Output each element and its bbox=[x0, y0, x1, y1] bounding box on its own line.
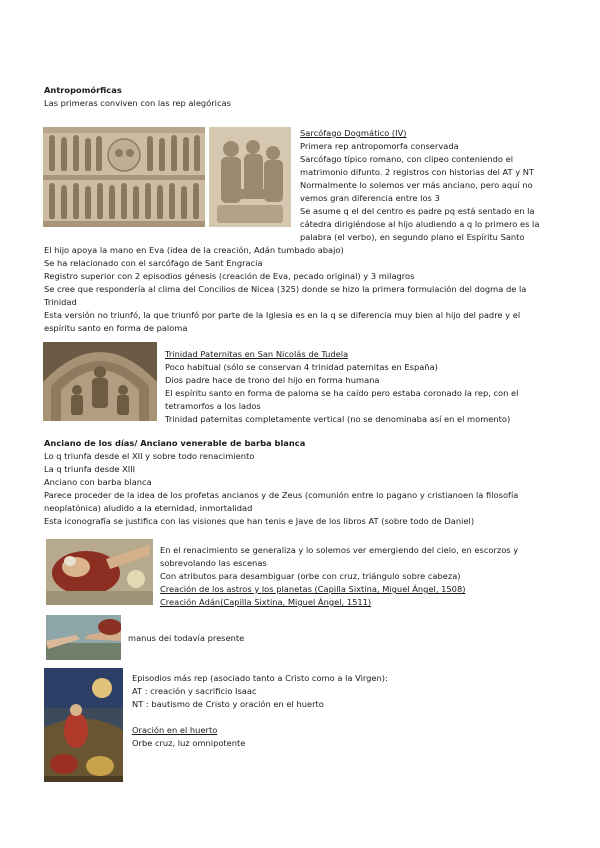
sarcofago-detail-image bbox=[209, 127, 291, 227]
trinidad-line: Trinidad paternitas completamente vertical (no se denominaba así en el momento) bbox=[165, 414, 511, 424]
section-heading-antropomorficas: Antropomórficas bbox=[44, 85, 122, 95]
body-line: neoplatónica) aludido a la eternidad, inmortalidad bbox=[44, 503, 253, 513]
body-line: Trinidad bbox=[44, 297, 77, 307]
episodios-line: NT : bautismo de Cristo y oración en el huerto bbox=[132, 699, 324, 709]
trinidad-line: Dios padre hace de trono del hijo en forma humana bbox=[165, 375, 380, 385]
trinidad-line: Poco habitual (sólo se conservan 4 trinidad paternitas en España) bbox=[165, 362, 438, 372]
creacion-adan-link[interactable]: Creación Adán(Capilla Sixtina, Miguel Ángel, 1511) bbox=[160, 597, 372, 607]
body-line: Se ha relacionado con el sarcófago de Sant Engracia bbox=[44, 258, 263, 268]
sarcofago-line: Normalmente lo solemos ver más anciano, pero aquí no bbox=[300, 180, 533, 190]
manus-dei-text: manus dei todavía presente bbox=[128, 633, 245, 643]
body-line: Anciano con barba blanca bbox=[44, 477, 152, 487]
oracion-huerto-link[interactable]: Oración en el huerto bbox=[132, 725, 218, 735]
episodios-line: AT : creación y sacrificio Isaac bbox=[132, 686, 257, 696]
renacimiento-line: En el renacimiento se generaliza y lo solemos ver emergiendo del cielo, en escorzos y bbox=[160, 545, 519, 555]
creacion-astros-image bbox=[46, 539, 153, 605]
sarcofago-line: vemos gran diferencia entre los 3 bbox=[300, 193, 440, 203]
sarcofago-line: cátedra dirigiéndose al hijo aludiendo a q lo primero es la bbox=[300, 219, 540, 229]
trinidad-line: tetramorfos a los lados bbox=[165, 401, 261, 411]
body-line: Parece proceder de la idea de los profetas ancianos y de Zeus (comunión entre lo pagano y cristianoen la filosofía bbox=[44, 490, 519, 500]
sarcofago-title-link[interactable]: Sarcófago Dogmático (IV) bbox=[300, 128, 407, 138]
body-line: Registro superior con 2 episodios génesis (creación de Eva, pecado original) y 3 milagros bbox=[44, 271, 415, 281]
body-line: espíritu santo en forma de paloma bbox=[44, 323, 188, 333]
trinidad-line: El espíritu santo en forma de paloma se ha caído pero estaba coronado la rep, con el bbox=[165, 388, 519, 398]
sarcofago-line: Se asume q el del centro es padre pq está sentado en la bbox=[300, 206, 535, 216]
renacimiento-line: Con atributos para desambiguar (orbe con cruz, triángulo sobre cabeza) bbox=[160, 571, 461, 581]
sarcofago-line: Primera rep antropomorfa conservada bbox=[300, 141, 459, 151]
sarcofago-line: palabra (el verbo), en segundo plano el Espíritu Santo bbox=[300, 232, 525, 242]
trinidad-title-link[interactable]: Trinidad Paternitas en San Nicolás de Tudela bbox=[165, 349, 349, 359]
sarcofago-line: Sarcófago típico romano, con clipeo conteniendo el bbox=[300, 154, 514, 164]
renacimiento-line: sobrevolando las escenas bbox=[160, 558, 267, 568]
creacion-astros-link[interactable]: Creación de los astros y los planetas (Capilla Sixtina, Miguel Ángel, 1508) bbox=[160, 584, 466, 594]
episodios-last-line: Orbe cruz, luz omnipotente bbox=[132, 738, 246, 748]
tudela-tympanum-image bbox=[43, 342, 157, 421]
body-line: Se cree que respondería al clima del Concilios de Nicea (325) donde se hizo la primera formulación del dogma de la bbox=[44, 284, 527, 294]
body-line: Lo q triunfa desde el XII y sobre todo renacimiento bbox=[44, 451, 255, 461]
intro-text: Las primeras conviven con las rep alegóricas bbox=[44, 98, 231, 108]
oracion-huerto-image bbox=[44, 668, 123, 782]
episodios-line: Episodios más rep (asociado tanto a Cristo como a la Virgen): bbox=[132, 673, 388, 683]
body-line: Esta versión no triunfó, la que triunfó por parte de la Iglesia es en la q se diferencia muy bien al hijo del padre y el bbox=[44, 310, 521, 320]
body-line: El hijo apoya la mano en Eva (idea de la creación, Adán tumbado abajo) bbox=[44, 245, 344, 255]
sarcofago-relief-image bbox=[43, 127, 205, 227]
sarcofago-line: matrimonio difunto. 2 registros con historias del AT y NT bbox=[300, 167, 535, 177]
body-line: La q triunfa desde XIII bbox=[44, 464, 136, 474]
body-line: Esta iconografía se justifica con las visiones que han tenis e Jave de los libros AT (sobre todo de Daniel) bbox=[44, 516, 475, 526]
section-heading-anciano: Anciano de los días/ Anciano venerable de barba blanca bbox=[44, 438, 306, 448]
manus-dei-image bbox=[46, 615, 121, 660]
